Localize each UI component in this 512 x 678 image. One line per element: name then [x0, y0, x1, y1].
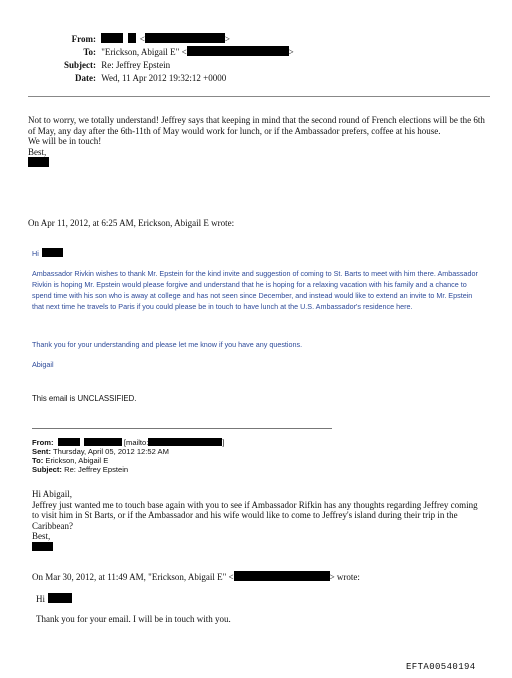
message2-greeting: Hi Abigail, — [32, 489, 72, 499]
quote-paragraph: Ambassador Rivkin wishes to thank Mr. Epstein for the kind invite and suggestion of coming to St. Barts to meet with him there. Ambassador Rivkin is hoping Mr. Epstein would please forgive and understand that he is hoping for a relaxing vacation with his family and a chance to spend time with his son who is away at college and has not seen since December, and instead would like to extend an invite to Mr. Epstein that next time he travels to Paris if you could please be in touch to have lunch at the U.S. Ambassador's residence here. — [32, 269, 478, 311]
from-label: From: — [32, 438, 54, 447]
mailto-open: [mailto: — [123, 438, 149, 447]
message2-paragraph: Jeffrey just wanted me to touch base again with you to see if Ambassador Rifkin has any thoughts regarding Jeffrey coming to visit him in St Barts, or if the Ambassador and his wife would like to come to Jeffrey's island during their trip in the Caribbean? — [32, 499, 478, 531]
subject-value: Re: Jeffrey Epstein — [101, 60, 171, 70]
mailto-close: ] — [222, 438, 225, 447]
redaction — [58, 438, 80, 446]
date-value: Wed, 11 Apr 2012 19:32:12 +0000 — [101, 73, 227, 83]
quote2-intro — [32, 571, 360, 582]
redaction — [32, 542, 53, 551]
header2-to-row — [32, 456, 225, 465]
from-bracket-end: > — [224, 34, 230, 44]
message2-body — [32, 489, 484, 552]
header2-subject-row — [32, 465, 225, 474]
to-value: Erickson, Abigail E — [45, 456, 109, 465]
bates-number: EFTA00540194 — [406, 662, 476, 672]
subject-value: Re: Jeffrey Epstein — [64, 465, 129, 474]
message2-closing: Best, — [32, 531, 51, 541]
quote-intro: On Apr 11, 2012, at 6:25 AM, Erickson, Abigail E wrote: — [28, 218, 235, 228]
header-from-row — [52, 33, 230, 46]
to-bracket-end: > — [288, 47, 294, 57]
quote2-thanks: Thank you for your email. I will be in touch with you. — [36, 614, 231, 624]
quote2-intro-start: On Mar 30, 2012, at 11:49 AM, "Erickson, Abigail E" < — [32, 572, 234, 582]
from-bracket: < — [139, 34, 145, 44]
greeting-text: Hi — [32, 249, 39, 258]
reply-body — [28, 115, 490, 169]
redaction — [187, 46, 289, 56]
date-label: Date: — [75, 73, 96, 83]
redaction — [42, 248, 63, 257]
redaction — [234, 571, 330, 581]
quote-divider — [32, 428, 332, 429]
redaction — [128, 33, 136, 43]
quote-thanks: Thank you for your understanding and please let me know if you have any questions. — [32, 340, 303, 349]
header-date-row — [52, 72, 226, 85]
header2-sent-row — [32, 447, 225, 456]
header-subject-row — [52, 59, 170, 72]
quote2-intro-end: > wrote: — [329, 572, 360, 582]
redaction — [48, 593, 72, 603]
subject-label: Subject: — [32, 465, 62, 474]
from-label: From: — [71, 34, 96, 44]
redaction — [28, 157, 49, 167]
quote-signature: Abigail — [32, 360, 54, 369]
redaction — [145, 33, 225, 43]
quote2-greeting — [36, 593, 72, 604]
header-to-row — [52, 46, 294, 59]
to-label: To: — [32, 456, 44, 465]
greeting-text: Hi — [36, 594, 45, 604]
forward-header — [32, 438, 225, 474]
reply-line: We will be in touch! — [28, 136, 102, 146]
sent-label: Sent: — [32, 447, 51, 456]
reply-closing: Best, — [28, 146, 47, 157]
header2-from-row — [32, 438, 225, 447]
quote-greeting — [32, 248, 63, 259]
redaction — [101, 33, 123, 43]
classification-notice: This email is UNCLASSIFIED. — [32, 394, 137, 403]
header-divider — [28, 96, 490, 97]
subject-label: Subject: — [64, 60, 96, 70]
sent-value: Thursday, April 05, 2012 12:52 AM — [52, 447, 169, 456]
to-label: To: — [83, 47, 96, 57]
redaction — [148, 438, 225, 447]
redaction — [84, 438, 122, 446]
to-value: "Erickson, Abigail E" < — [101, 47, 187, 57]
reply-paragraph: Not to worry, we totally understand! Jeffrey says that keeping in mind that the second round of French elections will be the 6th of May, any day after the 6th-11th of May would work for lunch, or if the Ambassador prefers, coffee at his house. — [28, 115, 485, 136]
